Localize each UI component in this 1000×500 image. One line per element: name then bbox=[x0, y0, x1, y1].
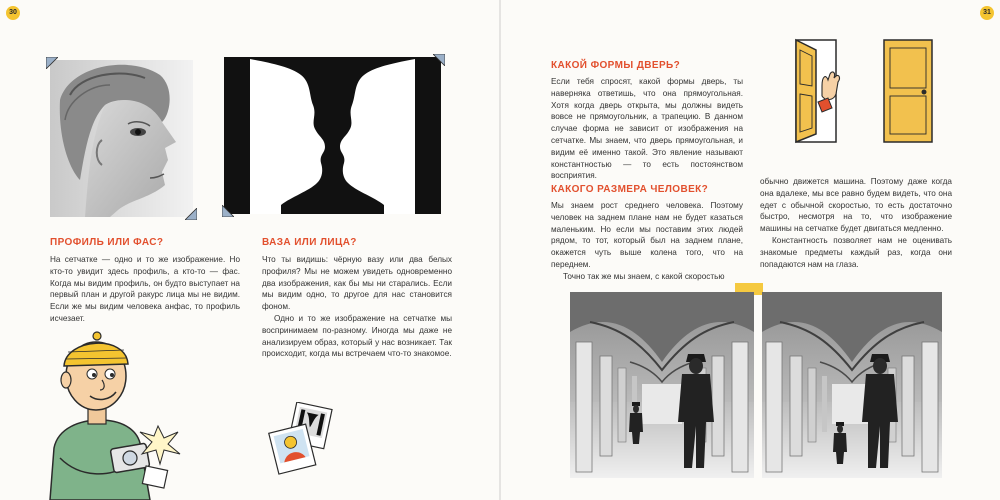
page-number-right: 31 bbox=[980, 6, 994, 20]
photo-corner-mount-icon bbox=[46, 57, 58, 69]
page-number-left: 30 bbox=[6, 6, 20, 20]
heading-vase-or-faces: ВАЗА ИЛИ ЛИЦА? bbox=[262, 237, 357, 248]
polaroid-photos-icon bbox=[268, 402, 338, 477]
text-profile-or-face: На сетчатке — одно и то же изображение. Но кто-то увидит здесь профиль, а кто-то — фас. Когда мы видим профиль, он будто выступает на первый план и другой ракурс лица мы не видим. Если же мы видим человека анфас, то профиль исчезает. bbox=[50, 255, 240, 323]
closed-door-icon bbox=[880, 36, 936, 146]
photo-corner-mount-icon bbox=[222, 205, 234, 217]
text-person-size: Мы знаем рост среднего человека. Поэтому человек на заднем плане нам не будет казаться маленьким. Но если мы поставим этих людей рядом, то тот, который был на заднем плане, окажется чуть выше колена того, что на переднем. Точно так же мы знаем, с какой скоростью bbox=[551, 201, 743, 281]
open-door-icon bbox=[782, 36, 844, 146]
photo-corner-mount-icon bbox=[185, 208, 197, 220]
rubin-vase-icon bbox=[224, 57, 441, 214]
heading-profile-or-face: ПРОФИЛЬ ИЛИ ФАС? bbox=[50, 237, 164, 248]
heading-door-shape: КАКОЙ ФОРМЫ ДВЕРЬ? bbox=[551, 60, 681, 71]
colonnade-photo-icon bbox=[570, 292, 754, 478]
text-door-shape: Если тебя спросят, какой формы дверь, ты наверняка ответишь, что она прямоугольная. Хотя когда дверь открыта, мы должны видеть вовсе не прямоугольник, а трапецию. В данном случае форма не зависит от изображения на сетчатке. Мы знаем, что дверь прямоугольная, и видим её именно такой. Это явление называют константностью — то есть постоянством восприятия. bbox=[551, 77, 743, 181]
photo-corner-mount-icon bbox=[433, 54, 445, 66]
heading-person-size: КАКОГО РАЗМЕРА ЧЕЛОВЕК? bbox=[551, 184, 709, 195]
text-vase-or-faces: Что ты видишь: чёрную вазу или два белых профиля? Мы не можем увидеть одновременно два изображения, как бы мы ни старались. Если мы видим одно, то другое для нас становится фоном. Одно и то же изображение на сетчатке мы воспринимаем по-разному. Иногда мы даже не анализируем образ, который у нас возникает. Так происходит, когда мы встречаем что-то знакомое. bbox=[262, 255, 452, 359]
boy-with-camera-icon bbox=[40, 328, 200, 500]
profile-face-photo-icon bbox=[50, 60, 193, 217]
text-constancy-continued: обычно движется машина. Поэтому даже когда она вдалеке, мы все равно будем видеть, что она едет с обычной скоростью, то есть достаточно быстро, несмотря на то, что изображение машины на сетчатке будет двигаться медленно. Константность позволяет нам не оценивать знакомые предметы каждый раз, когда они попадаются нам на глаза. bbox=[760, 177, 952, 269]
colonnade-photo-icon bbox=[762, 292, 942, 478]
page-gutter bbox=[499, 0, 501, 500]
